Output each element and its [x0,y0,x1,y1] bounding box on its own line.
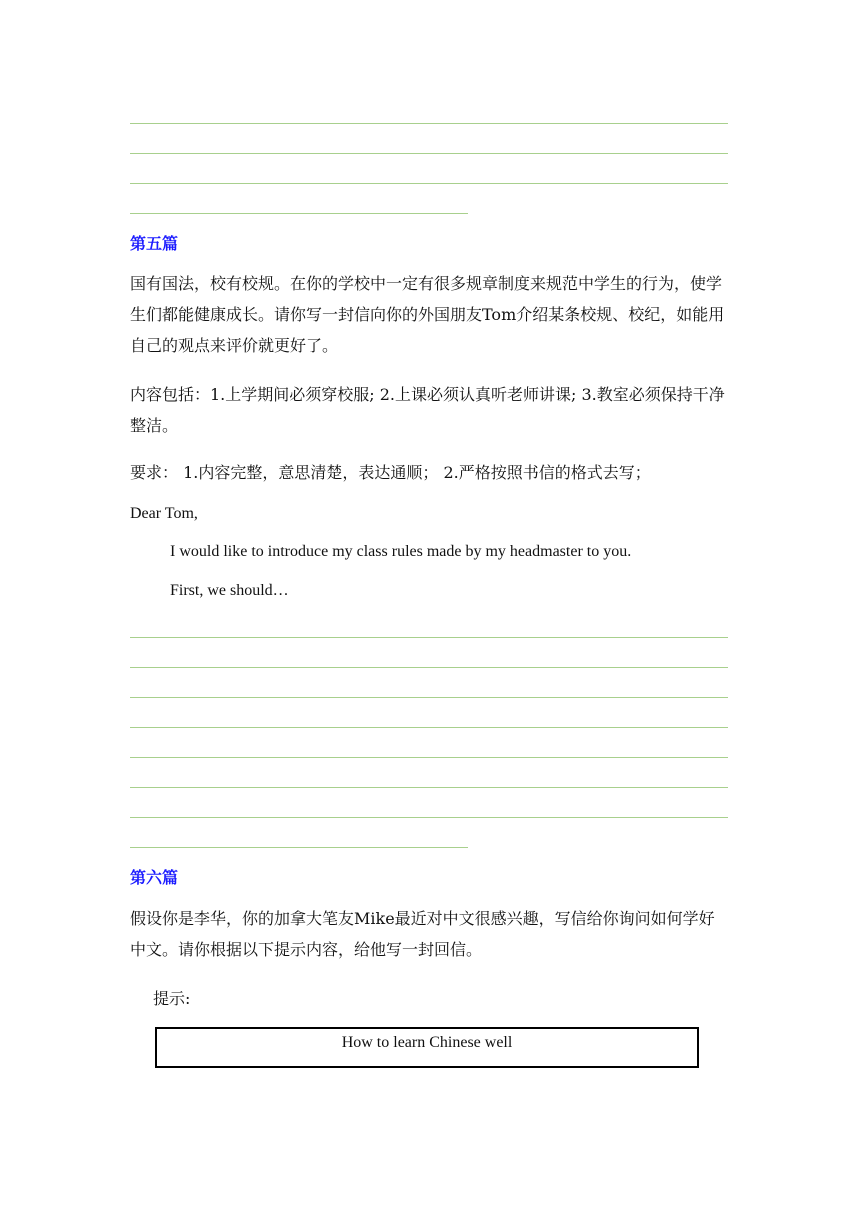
writing-line [130,787,728,788]
section-intro: 国有国法，校有校规。在你的学校中一定有很多规章制度来规范中学生的行为，使学生们都能健康成长。请你写一封信向你的外国朋友Tom介绍某条校规、校纪，如能用自己的观点来评价就更好了。 [130,274,725,355]
section-requirements: 要求： 1.内容完整，意思清楚，表达通顺； 2.严格按照书信的格式去写； [130,463,651,482]
writing-line [130,727,728,728]
section-heading: 第六篇 [130,868,179,887]
letter-first-line: First, we should… [170,582,289,599]
section-heading: 第五篇 [130,234,179,253]
writing-line [130,183,728,184]
hint-box [155,1027,699,1068]
writing-line [130,123,728,124]
hint-label: 提示: [153,989,191,1008]
hint-box-title: How to learn Chinese well [341,1034,513,1051]
writing-line [130,697,728,698]
letter-salutation: Dear Tom, [130,505,198,522]
section-intro: 假设你是李华，你的加拿大笔友Mike最近对中文很感兴趣，写信给你询问如何学好中文。请你根据以下提示内容，给他写一封回信。 [130,909,715,959]
writing-line [130,667,728,668]
writing-line [130,817,728,818]
writing-line [130,153,728,154]
writing-line [130,847,468,848]
section-content: 内容包括：1.上学期间必须穿校服; 2.上课必须认真听老师讲课; 3.教室必须保持干净整洁。 [130,385,725,435]
letter-opening-line: I would like to introduce my class rules made by my headmaster to you. [170,543,632,560]
writing-line [130,213,468,214]
writing-line [130,757,728,758]
writing-line [130,637,728,638]
